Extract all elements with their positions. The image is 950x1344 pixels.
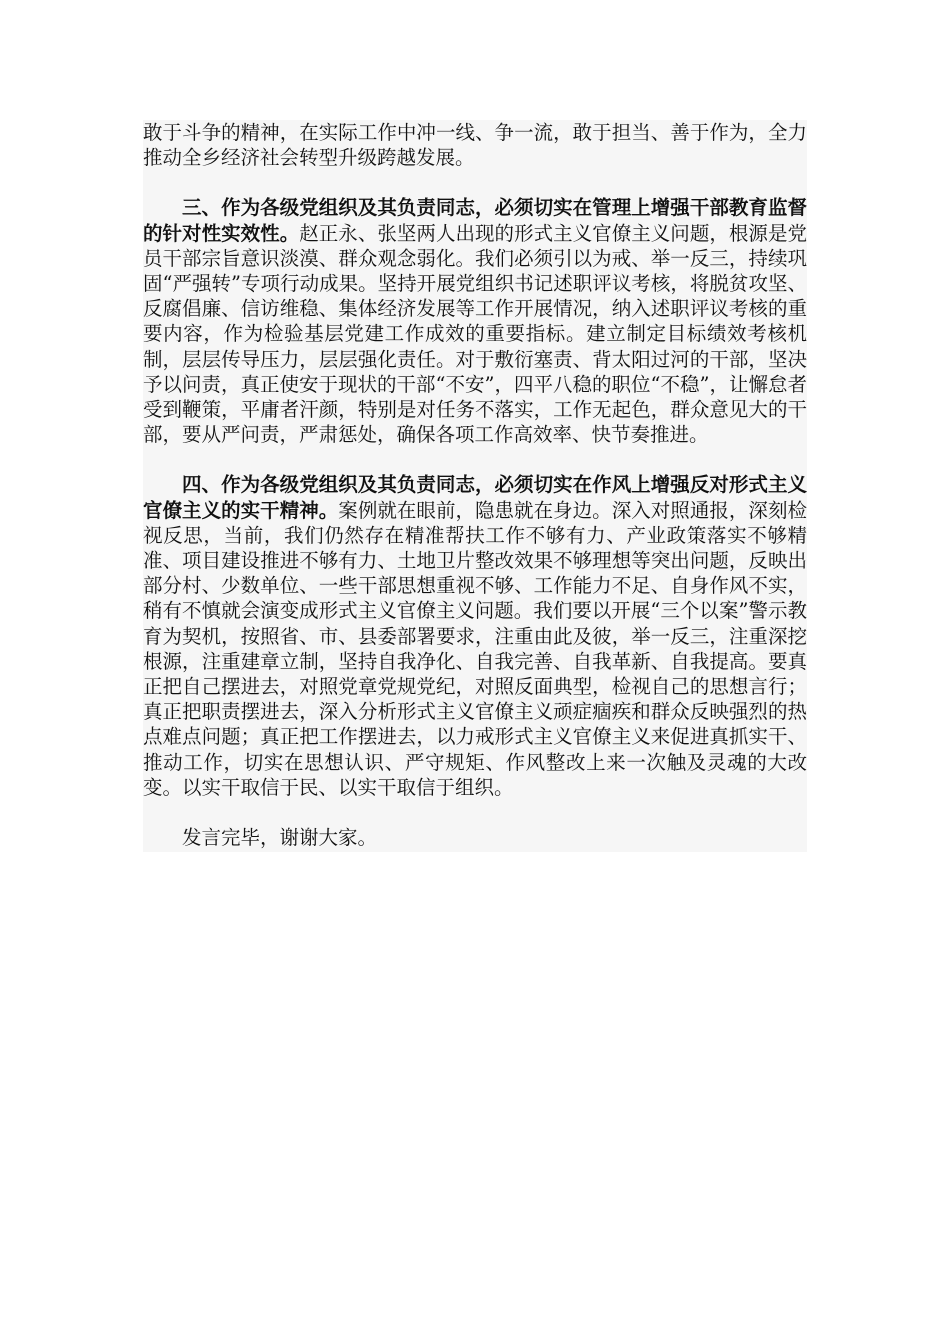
section-3-body: 赵正永、张坚两人出现的形式主义官僚主义问题，根源是党员干部宗旨意识淡漠、群众观念弱化。我们必须引以为戒、举一反三，持续巩固“严强转”专项行动成果。坚持开展党组织书记述职评议考核，将脱贫攻坚、反腐倡廉、信访维稳、集体经济发展等工作开展情况，纳入述职评议考核的重要内容，作为检验基层党建工作成效的重要指标。建立制定目标绩效考核机制，层层传导压力，层层强化责任。对于敷衍塞责、背太阳过河的干部，坚决予以问责，真正使安于现状的干部“不安”，四平八稳的职位“不稳”，让懈怠者受到鞭策，平庸者汗颜，特别是对任务不落实，工作无起色，群众意见大的干部，要从严问责，严肃惩处，确保各项工作高效率、快节奏推进。 — [143, 221, 807, 447]
section-4-paragraph — [143, 472, 807, 800]
closing-paragraph: 发言完毕，谢谢大家。 — [182, 826, 378, 850]
paragraph-spacer — [143, 800, 807, 825]
paragraph-spacer — [143, 170, 807, 195]
section-4-body: 案例就在眼前，隐患就在身边。深入对照通报，深刻检视反思，当前，我们仍然存在精准帮扶工作不够有力、产业政策落实不够精准、项目建设推进不够有力、土地卫片整改效果不够理想等突出问题，反映出部分村、少数单位、一些干部思想重视不够、工作能力不足、自身作风不实，稍有不慎就会演变成形式主义官僚主义问题。我们要以开展“三个以案”警示教育为契机，按照省、市、县委部署要求，注重由此及彼，举一反三，注重深挖根源，注重建章立制，坚持自我净化、自我完善、自我革新、自我提高。要真正把自己摆进去，对照党章党规党纪，对照反面典型，检视自己的思想言行；真正把职责摆进去，深入分析形式主义官僚主义顽症痼疾和群众反映强烈的热点难点问题；真正把工作摆进去，以力戒形式主义官僚主义来促进真抓实干、推动工作，切实在思想认识、严守规矩、作风整改上来一次触及灵魂的大改变。以实干取信于民、以实干取信于组织。 — [143, 498, 807, 799]
section-3-heading: 三、作为各级党组织及其负责同志，必须切实在管理上增强干部教育监督的针对性实效性。 — [143, 196, 807, 245]
document-body — [143, 120, 807, 852]
paragraph-spacer — [143, 447, 807, 472]
section-4-heading: 四、作为各级党组织及其负责同志，必须切实在作风上增强反对形式主义官僚主义的实干精神。 — [143, 473, 807, 522]
section-3-paragraph — [143, 195, 807, 447]
continuation-paragraph: 敢于斗争的精神，在实际工作中冲一线、争一流，敢于担当、善于作为，全力推动全乡经济社会转型升级跨越发展。 — [143, 121, 807, 170]
